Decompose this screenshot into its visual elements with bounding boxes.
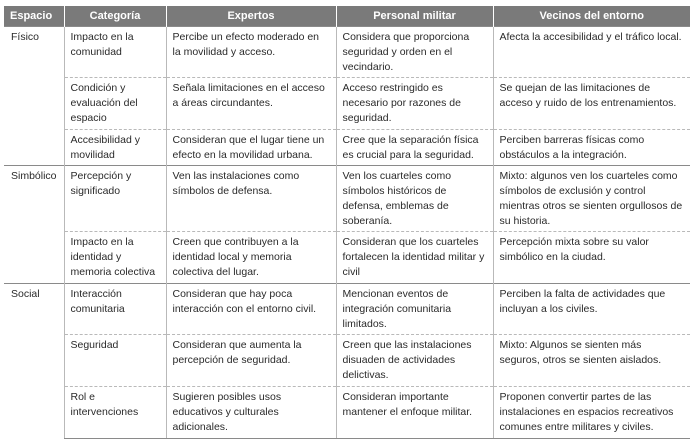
table-row [4,166,690,232]
experts-cell: Consideran que aumenta la percepción de seguridad. [166,335,336,387]
space-cell-simbolico: Simbólico [4,166,64,284]
military-cell: Mencionan eventos de integración comunitaria limitados. [336,284,493,335]
experts-cell: Creen que contribuyen a la identidad local y memoria colectiva del lugar. [166,232,336,284]
neighbors-cell: Se quejan de las limitaciones de acceso y ruido de los entrenamientos. [493,78,690,130]
category-cell: Impacto en la comunidad [64,27,166,78]
category-cell: Condición y evaluación del espacio [64,78,166,130]
table-row [4,78,690,130]
table-row [4,335,690,387]
experts-cell: Consideran que el lugar tiene un efecto en la movilidad urbana. [166,130,336,166]
experts-cell: Señala limitaciones en el acceso a áreas circundantes. [166,78,336,130]
military-cell: Ven los cuarteles como símbolos históricos de defensa, emblemas de soberanía. [336,166,493,232]
category-cell: Percepción y significado [64,166,166,232]
military-cell: Consideran que los cuarteles fortalecen la identidad militar y civil [336,232,493,284]
table-row [4,284,690,335]
military-cell: Acceso restringido es necesario por razones de seguridad. [336,78,493,130]
header-personal-militar: Personal militar [336,6,493,27]
header-expertos: Expertos [166,6,336,27]
experts-cell: Percibe un efecto moderado en la movilidad y acceso. [166,27,336,78]
table-row [4,130,690,166]
table-row [4,387,690,439]
category-cell: Interacción comunitaria [64,284,166,335]
space-cell-fisico: Físico [4,27,64,166]
neighbors-cell: Percepción mixta sobre su valor simbólico en la ciudad. [493,232,690,284]
neighbors-cell: Mixto: algunos ven los cuarteles como símbolos de exclusión y control mientras otros se sienten orgullosos de su historia. [493,166,690,232]
experts-cell: Consideran que hay poca interacción con el entorno civil. [166,284,336,335]
neighbors-cell: Mixto: Algunos se sienten más seguros, otros se sienten aislados. [493,335,690,387]
neighbors-cell: Proponen convertir partes de las instalaciones en espacios recreativos comunes entre militares y civiles. [493,387,690,439]
space-cell-social: Social [4,284,64,439]
neighbors-cell: Perciben barreras físicas como obstáculos a la integración. [493,130,690,166]
neighbors-cell: Perciben la falta de actividades que incluyan a los civiles. [493,284,690,335]
header-row [4,6,690,27]
military-cell: Consideran importante mantener el enfoque militar. [336,387,493,439]
category-cell: Seguridad [64,335,166,387]
perception-table [4,6,690,439]
experts-cell: Ven las instalaciones como símbolos de defensa. [166,166,336,232]
category-cell: Rol e intervenciones [64,387,166,439]
header-vecinos: Vecinos del entorno [493,6,690,27]
military-cell: Cree que la separación física es crucial para la seguridad. [336,130,493,166]
table-row [4,232,690,284]
table-row [4,27,690,78]
neighbors-cell: Afecta la accesibilidad y el tráfico local. [493,27,690,78]
experts-cell: Sugieren posibles usos educativos y culturales adicionales. [166,387,336,439]
military-cell: Considera que proporciona seguridad y orden en el vecindario. [336,27,493,78]
military-cell: Creen que las instalaciones disuaden de actividades delictivas. [336,335,493,387]
category-cell: Impacto en la identidad y memoria colectiva [64,232,166,284]
header-espacio: Espacio [4,6,64,27]
header-categoria: Categoría [64,6,166,27]
category-cell: Accesibilidad y movilidad [64,130,166,166]
